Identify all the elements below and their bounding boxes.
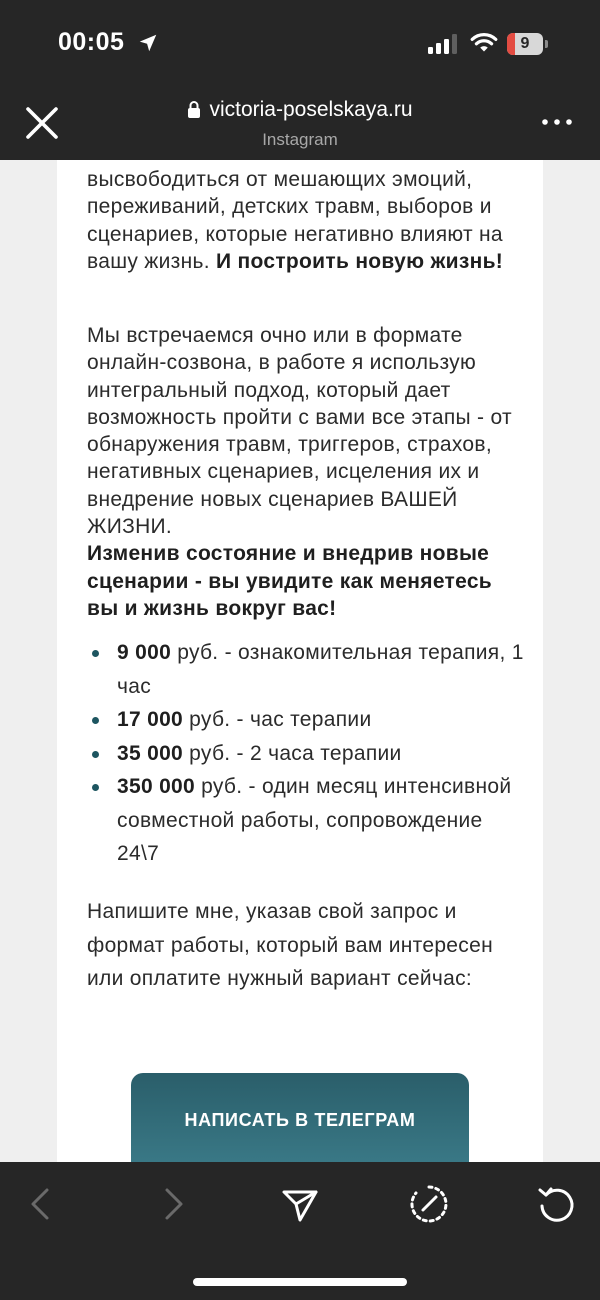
battery-level: 9 [520,35,530,52]
contact-text: Напишите мне, указав свой запрос и формат работы, который вам интересен [87,900,493,957]
price-item [87,770,527,871]
bullet [92,751,99,758]
bullet [92,784,99,791]
location-arrow-icon [137,32,159,54]
share-icon [284,1192,316,1220]
paragraph-approach-text: Мы встречаемся очно или в формате онлайн-созвона, в работе я использую интегральный подход, который дает возможность пройти с вами все этапы - от обнаружения травм, триггеров, страхов, негативных сценариев, исцеления их и внедрение новых сценариев ВАШЕЙ ЖИЗНИ. [87,324,512,539]
reload-button[interactable] [535,1182,579,1226]
price-description: руб. - 2 часа терапии [183,741,402,765]
more-button[interactable] [540,112,574,132]
url-text: victoria-poselskaya.ru [209,98,413,121]
forward-icon [167,1190,181,1218]
open-in-browser-button[interactable] [407,1182,451,1226]
top-bar [0,0,600,160]
telegram-button-label: НАПИСАТЬ В ТЕЛЕГРАМ [184,1110,416,1130]
cellular-signal-icon [428,34,460,54]
price-description: руб. - ознакомительная терапия, 1 час [117,641,524,698]
paragraph-approach-bold: Изменив состояние и внедрив новые сценарии - вы увидите как меняетесь вы и жизнь вокруг вас! [87,542,493,620]
back-button[interactable] [20,1182,64,1226]
price-description: руб. - один месяц интенсивной совместной работы, сопровождение 24\7 [117,775,512,865]
price-amount: 35 000 [117,741,184,765]
bullet [92,717,99,724]
back-icon [33,1190,47,1218]
forward-button[interactable] [150,1182,194,1226]
price-description: руб. - час терапии [183,708,372,731]
source-label: Instagram [262,130,338,149]
paragraph-intro [87,166,527,275]
share-button[interactable] [278,1182,322,1226]
home-indicator[interactable] [193,1278,407,1286]
contact-text-pay: или оплатите нужный вариант сейчас: [87,967,473,990]
paragraph-intro-text: высвободиться от мешающих эмоций, переживаний, детских травм, выборов и сценариев, которые негативно влияют на вашу жизнь. [87,168,503,273]
wifi-icon [470,32,498,54]
more-icon [542,119,572,125]
price-amount: 9 000 [117,641,172,664]
reload-icon [540,1189,572,1220]
bullet [92,650,99,657]
web-page [0,160,600,1162]
telegram-button[interactable] [131,1073,469,1162]
battery-icon [507,33,547,55]
price-list [87,636,527,871]
paragraph-contact [87,895,527,996]
price-amount: 17 000 [117,708,184,731]
lock-icon [187,100,201,118]
price-item [87,737,527,771]
price-item [87,703,527,737]
url-bar[interactable] [0,98,600,122]
paragraph-intro-bold: И построить новую жизнь! [216,249,504,273]
paragraph-approach [87,322,527,622]
price-amount: 350 000 [117,775,196,798]
price-item [87,636,527,703]
status-time: 00:05 [58,28,125,56]
battery-tip [545,40,548,48]
browser-icon [412,1187,446,1221]
